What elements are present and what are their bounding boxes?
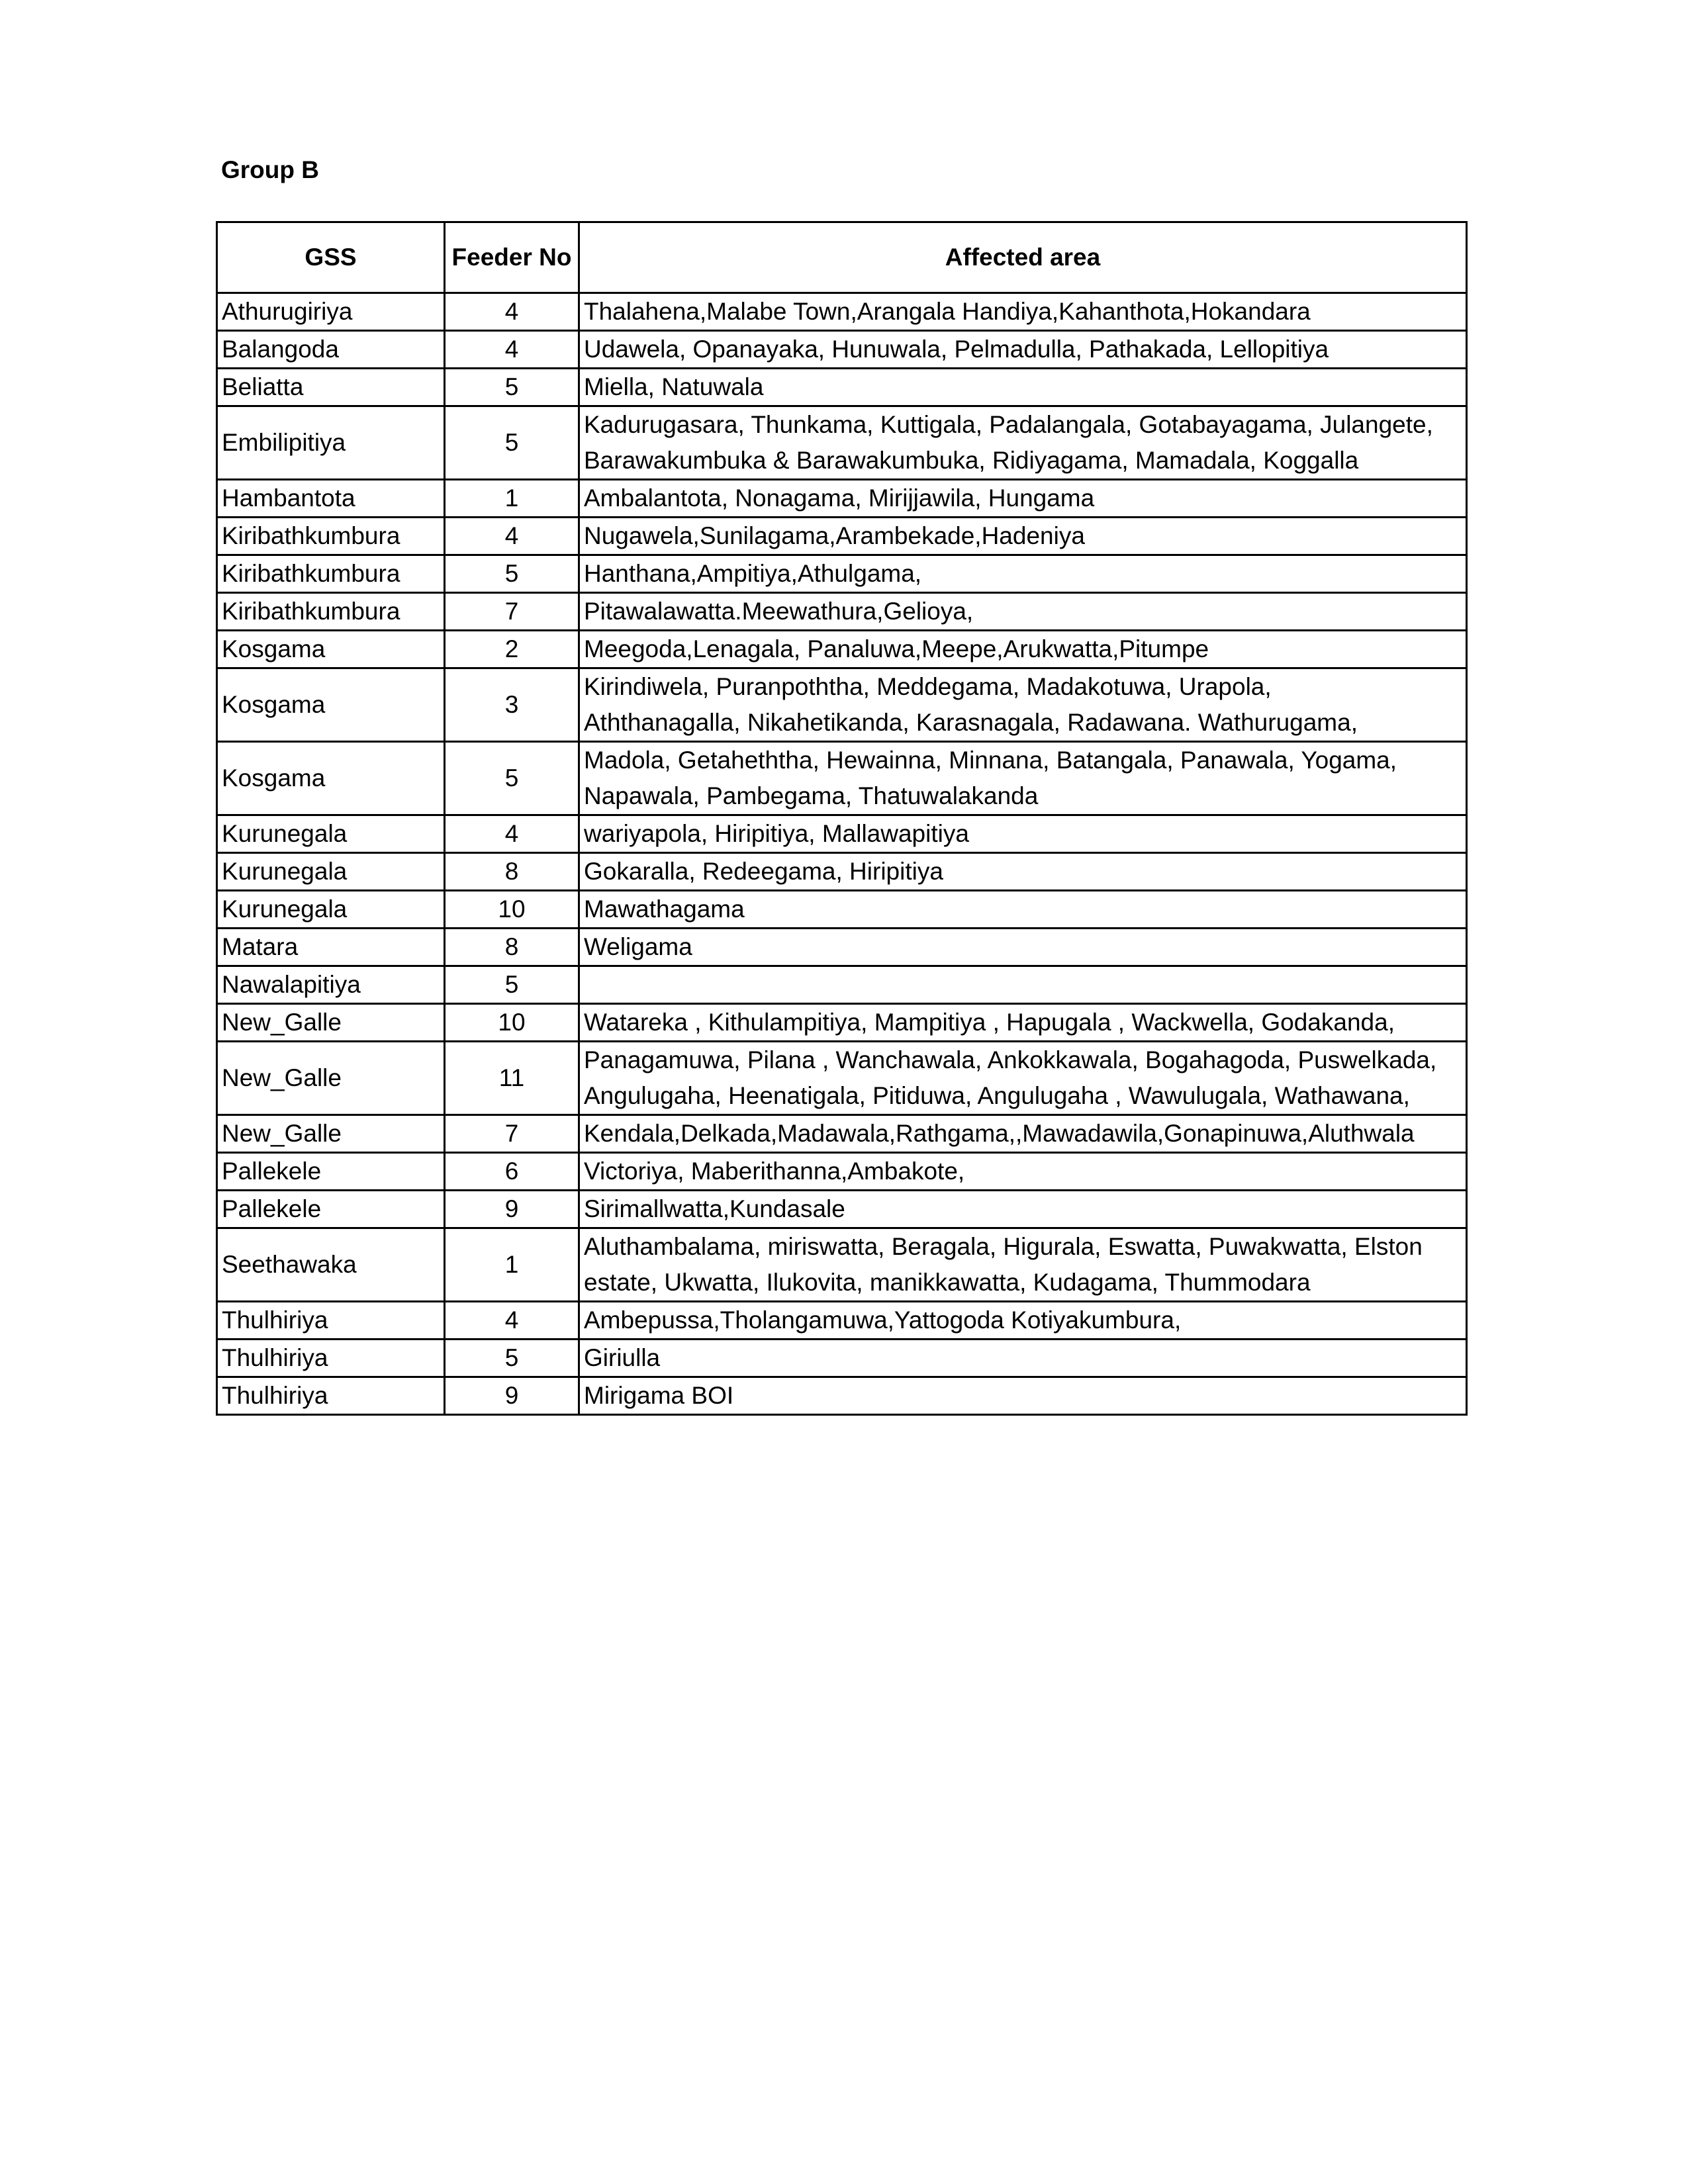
gss-cell: Kurunegala (217, 891, 445, 929)
affected-area-cell (579, 853, 1467, 891)
affected-area-line: Giriulla (584, 1344, 661, 1371)
gss-cell: Embilipitiya (217, 406, 445, 480)
table-row (217, 668, 1467, 742)
table-row (217, 369, 1467, 406)
gss-cell: Kiribathkumbura (217, 555, 445, 593)
affected-area-line: Napawala, Pambegama, Thatuwalakanda (584, 782, 1039, 809)
table-body (217, 293, 1467, 1415)
gss-cell: New_Galle (217, 1042, 445, 1115)
table-row (217, 331, 1467, 369)
gss-cell: Nawalapitiya (217, 966, 445, 1004)
affected-area-line: Panagamuwa, Pilana , Wanchawala, Ankokkawala, Bogahagoda, Puswelkada, (584, 1046, 1437, 1073)
affected-area-line: Gokaralla, Redeegama, Hiripitiya (584, 858, 943, 885)
affected-area-cell (579, 1302, 1467, 1340)
affected-area-line: Madola, Getaheththa, Hewainna, Minnana, Batangala, Panawala, Yogama, (584, 747, 1397, 774)
column-header-affected-area: Affected area (579, 222, 1467, 293)
table-row (217, 1340, 1467, 1377)
feeder-no-cell: 9 (445, 1191, 579, 1228)
affected-area-cell (579, 815, 1467, 853)
affected-area-cell (579, 966, 1467, 1004)
affected-area-cell (579, 891, 1467, 929)
affected-area-line: Angulugaha, Heenatigala, Pitiduwa, Angulugaha , Wawulugala, Wathawana, (584, 1082, 1410, 1109)
affected-area-cell (579, 929, 1467, 966)
table-row (217, 1228, 1467, 1302)
gss-cell: Hambantota (217, 480, 445, 518)
affected-area-cell (579, 1153, 1467, 1191)
table-row (217, 891, 1467, 929)
table-row (217, 1153, 1467, 1191)
gss-cell: Kosgama (217, 631, 445, 668)
gss-cell: Thulhiriya (217, 1377, 445, 1415)
feeder-no-cell: 1 (445, 1228, 579, 1302)
affected-area-line: Miella, Natuwala (584, 373, 764, 400)
table-header-row (217, 222, 1467, 293)
affected-area-cell (579, 518, 1467, 555)
affected-area-line: Thalahena,Malabe Town,Arangala Handiya,Kahanthota,Hokandara (584, 298, 1311, 325)
page-title: Group B (221, 156, 319, 183)
affected-area-line: Mirigama BOI (584, 1382, 734, 1409)
table-row (217, 631, 1467, 668)
affected-area-table (216, 221, 1468, 1416)
feeder-no-cell: 6 (445, 1153, 579, 1191)
table-row (217, 1191, 1467, 1228)
affected-area-cell (579, 1340, 1467, 1377)
gss-cell: Kiribathkumbura (217, 593, 445, 631)
table-row (217, 518, 1467, 555)
feeder-no-cell: 5 (445, 966, 579, 1004)
feeder-no-cell: 4 (445, 1302, 579, 1340)
affected-area-cell (579, 1228, 1467, 1302)
feeder-no-cell: 4 (445, 293, 579, 331)
affected-area-line: Ambalantota, Nonagama, Mirijjawila, Hungama (584, 484, 1095, 512)
affected-area-cell (579, 1115, 1467, 1153)
feeder-no-cell: 5 (445, 742, 579, 815)
table-row (217, 815, 1467, 853)
feeder-no-cell: 1 (445, 480, 579, 518)
feeder-no-cell: 10 (445, 1004, 579, 1042)
affected-area-line: Nugawela,Sunilagama,Arambekade,Hadeniya (584, 522, 1085, 549)
affected-area-line: Meegoda,Lenagala, Panaluwa,Meepe,Arukwatta,Pitumpe (584, 635, 1209, 662)
affected-area-line: Pitawalawatta.Meewathura,Gelioya, (584, 598, 974, 625)
gss-cell: Kurunegala (217, 815, 445, 853)
feeder-no-cell: 4 (445, 518, 579, 555)
feeder-no-cell: 9 (445, 1377, 579, 1415)
affected-area-cell (579, 480, 1467, 518)
gss-cell: Kiribathkumbura (217, 518, 445, 555)
affected-area-cell (579, 293, 1467, 331)
feeder-no-cell: 8 (445, 929, 579, 966)
gss-cell: New_Galle (217, 1115, 445, 1153)
affected-area-line: Barawakumbuka & Barawakumbuka, Ridiyagama, Mamadala, Koggalla (584, 447, 1359, 474)
table-row (217, 293, 1467, 331)
feeder-no-cell: 11 (445, 1042, 579, 1115)
feeder-no-cell: 7 (445, 593, 579, 631)
feeder-no-cell: 8 (445, 853, 579, 891)
affected-area-cell (579, 631, 1467, 668)
affected-area-line: Watareka , Kithulampitiya, Mampitiya , Hapugala , Wackwella, Godakanda, (584, 1009, 1395, 1036)
gss-cell: Thulhiriya (217, 1302, 445, 1340)
table-row (217, 1377, 1467, 1415)
affected-area-line: Aththanagalla, Nikahetikanda, Karasnagala, Radawana. Wathurugama, (584, 709, 1358, 736)
gss-cell: Seethawaka (217, 1228, 445, 1302)
gss-cell: Pallekele (217, 1153, 445, 1191)
affected-area-line: Hanthana,Ampitiya,Athulgama, (584, 560, 922, 587)
affected-area-line: Kendala,Delkada,Madawala,Rathgama,,Mawadawila,Gonapinuwa,Aluthwala (584, 1120, 1415, 1147)
affected-area-cell (579, 668, 1467, 742)
affected-area-line: estate, Ukwatta, Ilukovita, manikkawatta, Kudagama, Thummodara (584, 1269, 1311, 1296)
gss-cell: Pallekele (217, 1191, 445, 1228)
table-row (217, 1302, 1467, 1340)
table-row (217, 1004, 1467, 1042)
table-row (217, 966, 1467, 1004)
table-row (217, 929, 1467, 966)
gss-cell: Balangoda (217, 331, 445, 369)
table-row (217, 742, 1467, 815)
gss-cell: Kosgama (217, 668, 445, 742)
affected-area-cell (579, 1042, 1467, 1115)
gss-cell: Matara (217, 929, 445, 966)
gss-cell: Thulhiriya (217, 1340, 445, 1377)
feeder-no-cell: 5 (445, 406, 579, 480)
feeder-no-cell: 2 (445, 631, 579, 668)
affected-area-cell (579, 1191, 1467, 1228)
affected-area-cell (579, 555, 1467, 593)
column-header-gss: GSS (217, 222, 445, 293)
affected-area-cell (579, 331, 1467, 369)
affected-area-cell (579, 406, 1467, 480)
feeder-no-cell: 5 (445, 1340, 579, 1377)
affected-area-line: Weligama (584, 933, 692, 960)
affected-area-cell (579, 1004, 1467, 1042)
affected-area-line: Ambepussa,Tholangamuwa,Yattogoda Kotiyakumbura, (584, 1306, 1182, 1334)
feeder-no-cell: 5 (445, 369, 579, 406)
table-row (217, 853, 1467, 891)
affected-area-line: wariyapola, Hiripitiya, Mallawapitiya (584, 820, 969, 847)
affected-area-line: Udawela, Opanayaka, Hunuwala, Pelmadulla, Pathakada, Lellopitiya (584, 336, 1329, 363)
gss-cell: Beliatta (217, 369, 445, 406)
feeder-no-cell: 10 (445, 891, 579, 929)
gss-cell: Kurunegala (217, 853, 445, 891)
table-row (217, 1042, 1467, 1115)
affected-area-line: Kadurugasara, Thunkama, Kuttigala, Padalangala, Gotabayagama, Julangete, (584, 411, 1433, 438)
affected-area-line: Kirindiwela, Puranpoththa, Meddegama, Madakotuwa, Urapola, (584, 673, 1272, 700)
affected-area-line: Aluthambalama, miriswatta, Beragala, Higurala, Eswatta, Puwakwatta, Elston (584, 1233, 1423, 1260)
feeder-no-cell: 3 (445, 668, 579, 742)
affected-area-cell (579, 1377, 1467, 1415)
column-header-feeder-no: Feeder No (445, 222, 579, 293)
affected-area-cell (579, 742, 1467, 815)
affected-area-line: Victoriya, Maberithanna,Ambakote, (584, 1158, 965, 1185)
affected-area-line: Mawathagama (584, 895, 745, 923)
table-row (217, 555, 1467, 593)
feeder-no-cell: 4 (445, 331, 579, 369)
feeder-no-cell: 4 (445, 815, 579, 853)
gss-cell: New_Galle (217, 1004, 445, 1042)
table-row (217, 593, 1467, 631)
table-row (217, 480, 1467, 518)
table-row (217, 406, 1467, 480)
affected-area-cell (579, 369, 1467, 406)
feeder-no-cell: 7 (445, 1115, 579, 1153)
affected-area-line: Sirimallwatta,Kundasale (584, 1195, 845, 1222)
gss-cell: Kosgama (217, 742, 445, 815)
affected-area-cell (579, 593, 1467, 631)
table-row (217, 1115, 1467, 1153)
feeder-no-cell: 5 (445, 555, 579, 593)
gss-cell: Athurugiriya (217, 293, 445, 331)
